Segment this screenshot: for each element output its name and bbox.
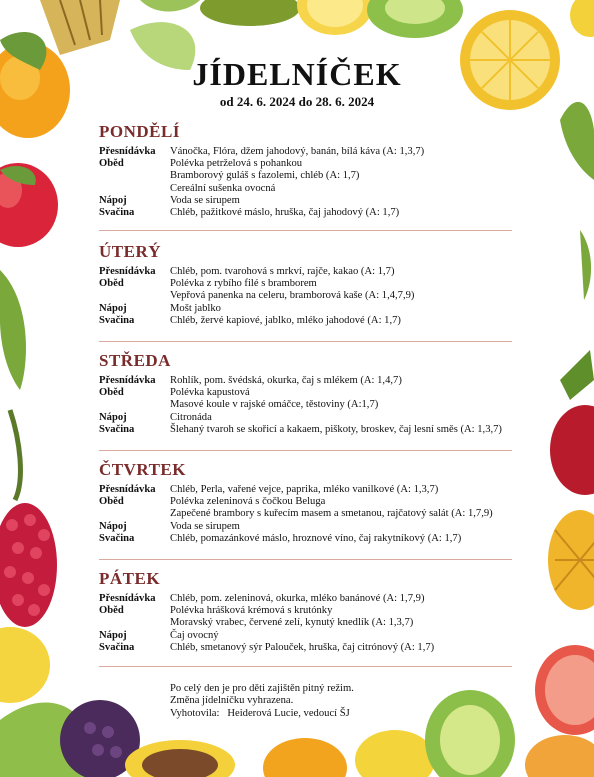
menu-row — [99, 412, 519, 424]
meal-value: Polévka zeleninová s čočkou Beluga — [170, 496, 326, 508]
footer-notes — [170, 683, 354, 720]
footer-line: Vyhotovila: Heiderová Lucie, vedoucí ŠJ — [170, 707, 350, 719]
menu-row — [99, 387, 519, 399]
meal-value: Bramborový guláš s fazolemi, chléb (A: 1,7) — [170, 170, 360, 182]
meal-value: Chléb, pažitkové máslo, hruška, čaj jahodový (A: 1,7) — [170, 207, 400, 219]
meal-value: Chléb, pom. zeleninová, okurka, mléko banánové (A: 1,7,9) — [170, 593, 425, 604]
meal-label: Nápoj — [99, 194, 127, 206]
menu-row — [99, 605, 519, 617]
day-heading: STŘEDA — [99, 351, 171, 370]
meal-label: Nápoj — [99, 302, 127, 314]
menu-row — [99, 303, 519, 315]
meal-value: Polévka z rybího filé s bramborem — [170, 278, 317, 290]
menu-row — [99, 399, 519, 411]
meal-label: Nápoj — [99, 520, 127, 532]
meal-value: Citronáda — [170, 411, 212, 423]
section-divider — [99, 230, 512, 231]
meal-label: Oběd — [99, 496, 124, 508]
meal-value: Masové koule v rajské omáčce, těstoviny (A:1,7) — [170, 399, 379, 411]
meal-label: Oběd — [99, 158, 124, 170]
meal-value: Vánočka, Flóra, džem jahodový, banán, bílá káva (A: 1,3,7) — [170, 146, 425, 157]
menu-row — [99, 630, 519, 642]
section-divider — [99, 666, 512, 667]
menu-row — [99, 424, 519, 436]
meal-value: Rohlík, pom. švédská, okurka, čaj s mlékem (A: 1,4,7) — [170, 375, 402, 386]
meal-label — [99, 399, 170, 411]
menu-row — [99, 266, 519, 278]
meal-label: Oběd — [99, 605, 124, 617]
meal-value: Polévka kapustová — [170, 387, 250, 399]
menu-row — [99, 315, 519, 327]
menu-row — [99, 617, 519, 629]
meal-label: Oběd — [99, 278, 124, 290]
meal-value: Chléb, pomazánkové máslo, hroznové víno, čaj rakytníkový (A: 1,7) — [170, 532, 462, 544]
menu-row — [99, 170, 519, 182]
menu-row — [99, 496, 519, 508]
menu-row — [99, 533, 519, 545]
page-title: JÍDELNÍČEK — [192, 56, 402, 92]
day-thursday — [99, 460, 519, 545]
menu-row — [99, 521, 519, 533]
meal-label: Svačina — [99, 641, 135, 653]
meal-value: Chléb, Perla, vařené vejce, paprika, mléko vanilkové (A: 1,3,7) — [170, 484, 439, 495]
day-wednesday — [99, 351, 519, 436]
menu-row — [99, 375, 519, 387]
menu-row — [99, 508, 519, 520]
meal-value: Mošt jablko — [170, 302, 221, 314]
meal-label: Přesnídávka — [99, 146, 156, 157]
date-range: od 24. 6. 2024 do 28. 6. 2024 — [219, 94, 375, 109]
meal-value: Chléb, pom. tvarohová s mrkví, rajče, kakao (A: 1,7) — [170, 266, 395, 277]
menu-row — [99, 183, 519, 195]
day-heading: PÁTEK — [99, 569, 161, 588]
meal-value: Polévka hrášková krémová s krutónky — [170, 605, 333, 617]
day-heading: ČTVRTEK — [99, 460, 186, 479]
day-heading: ÚTERÝ — [99, 242, 162, 261]
meal-label: Přesnídávka — [99, 484, 156, 495]
menu-row — [99, 642, 519, 654]
meal-label — [99, 183, 170, 195]
menu-row — [99, 207, 519, 219]
menu-row — [99, 593, 519, 605]
section-divider — [99, 341, 512, 342]
meal-label: Svačina — [99, 207, 135, 219]
meal-value: Chléb, smetanový sýr Palouček, hruška, čaj citrónový (A: 1,7) — [170, 641, 435, 653]
menu-row — [99, 195, 519, 207]
meal-value: Voda se sirupem — [170, 194, 240, 206]
meal-value: Čaj ovocný — [170, 629, 219, 641]
day-friday — [99, 569, 519, 654]
meal-label — [99, 290, 170, 302]
menu-row — [99, 484, 519, 496]
meal-label: Nápoj — [99, 411, 127, 423]
meal-value: Zapečené brambory s kuřecím masem a smetanou, rajčatový salát (A: 1,7,9) — [170, 508, 493, 520]
meal-label — [99, 508, 170, 520]
meal-label: Přesnídávka — [99, 593, 156, 604]
meal-label — [99, 617, 170, 629]
meal-label: Přesnídávka — [99, 266, 156, 277]
section-divider — [99, 559, 512, 560]
meal-label: Nápoj — [99, 629, 127, 641]
menu-row — [99, 290, 519, 302]
meal-value: Vepřová panenka na celeru, bramborová kaše (A: 1,4,7,9) — [170, 290, 415, 302]
meal-value: Chléb, žervé kapiové, jablko, mléko jahodové (A: 1,7) — [170, 314, 401, 326]
section-divider — [99, 450, 512, 451]
menu-row — [99, 146, 519, 158]
footer-line: Změna jídelníčku vyhrazena. — [170, 695, 294, 707]
meal-value: Cereální sušenka ovocná — [170, 182, 276, 194]
menu-row — [99, 158, 519, 170]
menu-row — [99, 278, 519, 290]
day-monday — [99, 122, 519, 219]
meal-value: Polévka petrželová s pohankou — [170, 158, 303, 170]
day-heading: PONDĚLÍ — [99, 122, 180, 141]
meal-label: Svačina — [99, 423, 135, 435]
meal-value: Voda se sirupem — [170, 520, 240, 532]
day-tuesday — [99, 242, 519, 327]
meal-value: Šlehaný tvaroh se skořicí a kakaem, piškoty, broskev, čaj lesní směs (A: 1,3,7) — [170, 423, 502, 435]
meal-label — [99, 170, 170, 182]
meal-label: Oběd — [99, 387, 124, 399]
meal-label: Svačina — [99, 314, 135, 326]
meal-value: Moravský vrabec, červené zelí, kynutý knedlík (A: 1,3,7) — [170, 617, 414, 629]
footer-line: Po celý den je pro děti zajištěn pitný režim. — [170, 683, 354, 694]
meal-label: Svačina — [99, 532, 135, 544]
meal-label: Přesnídávka — [99, 375, 156, 386]
